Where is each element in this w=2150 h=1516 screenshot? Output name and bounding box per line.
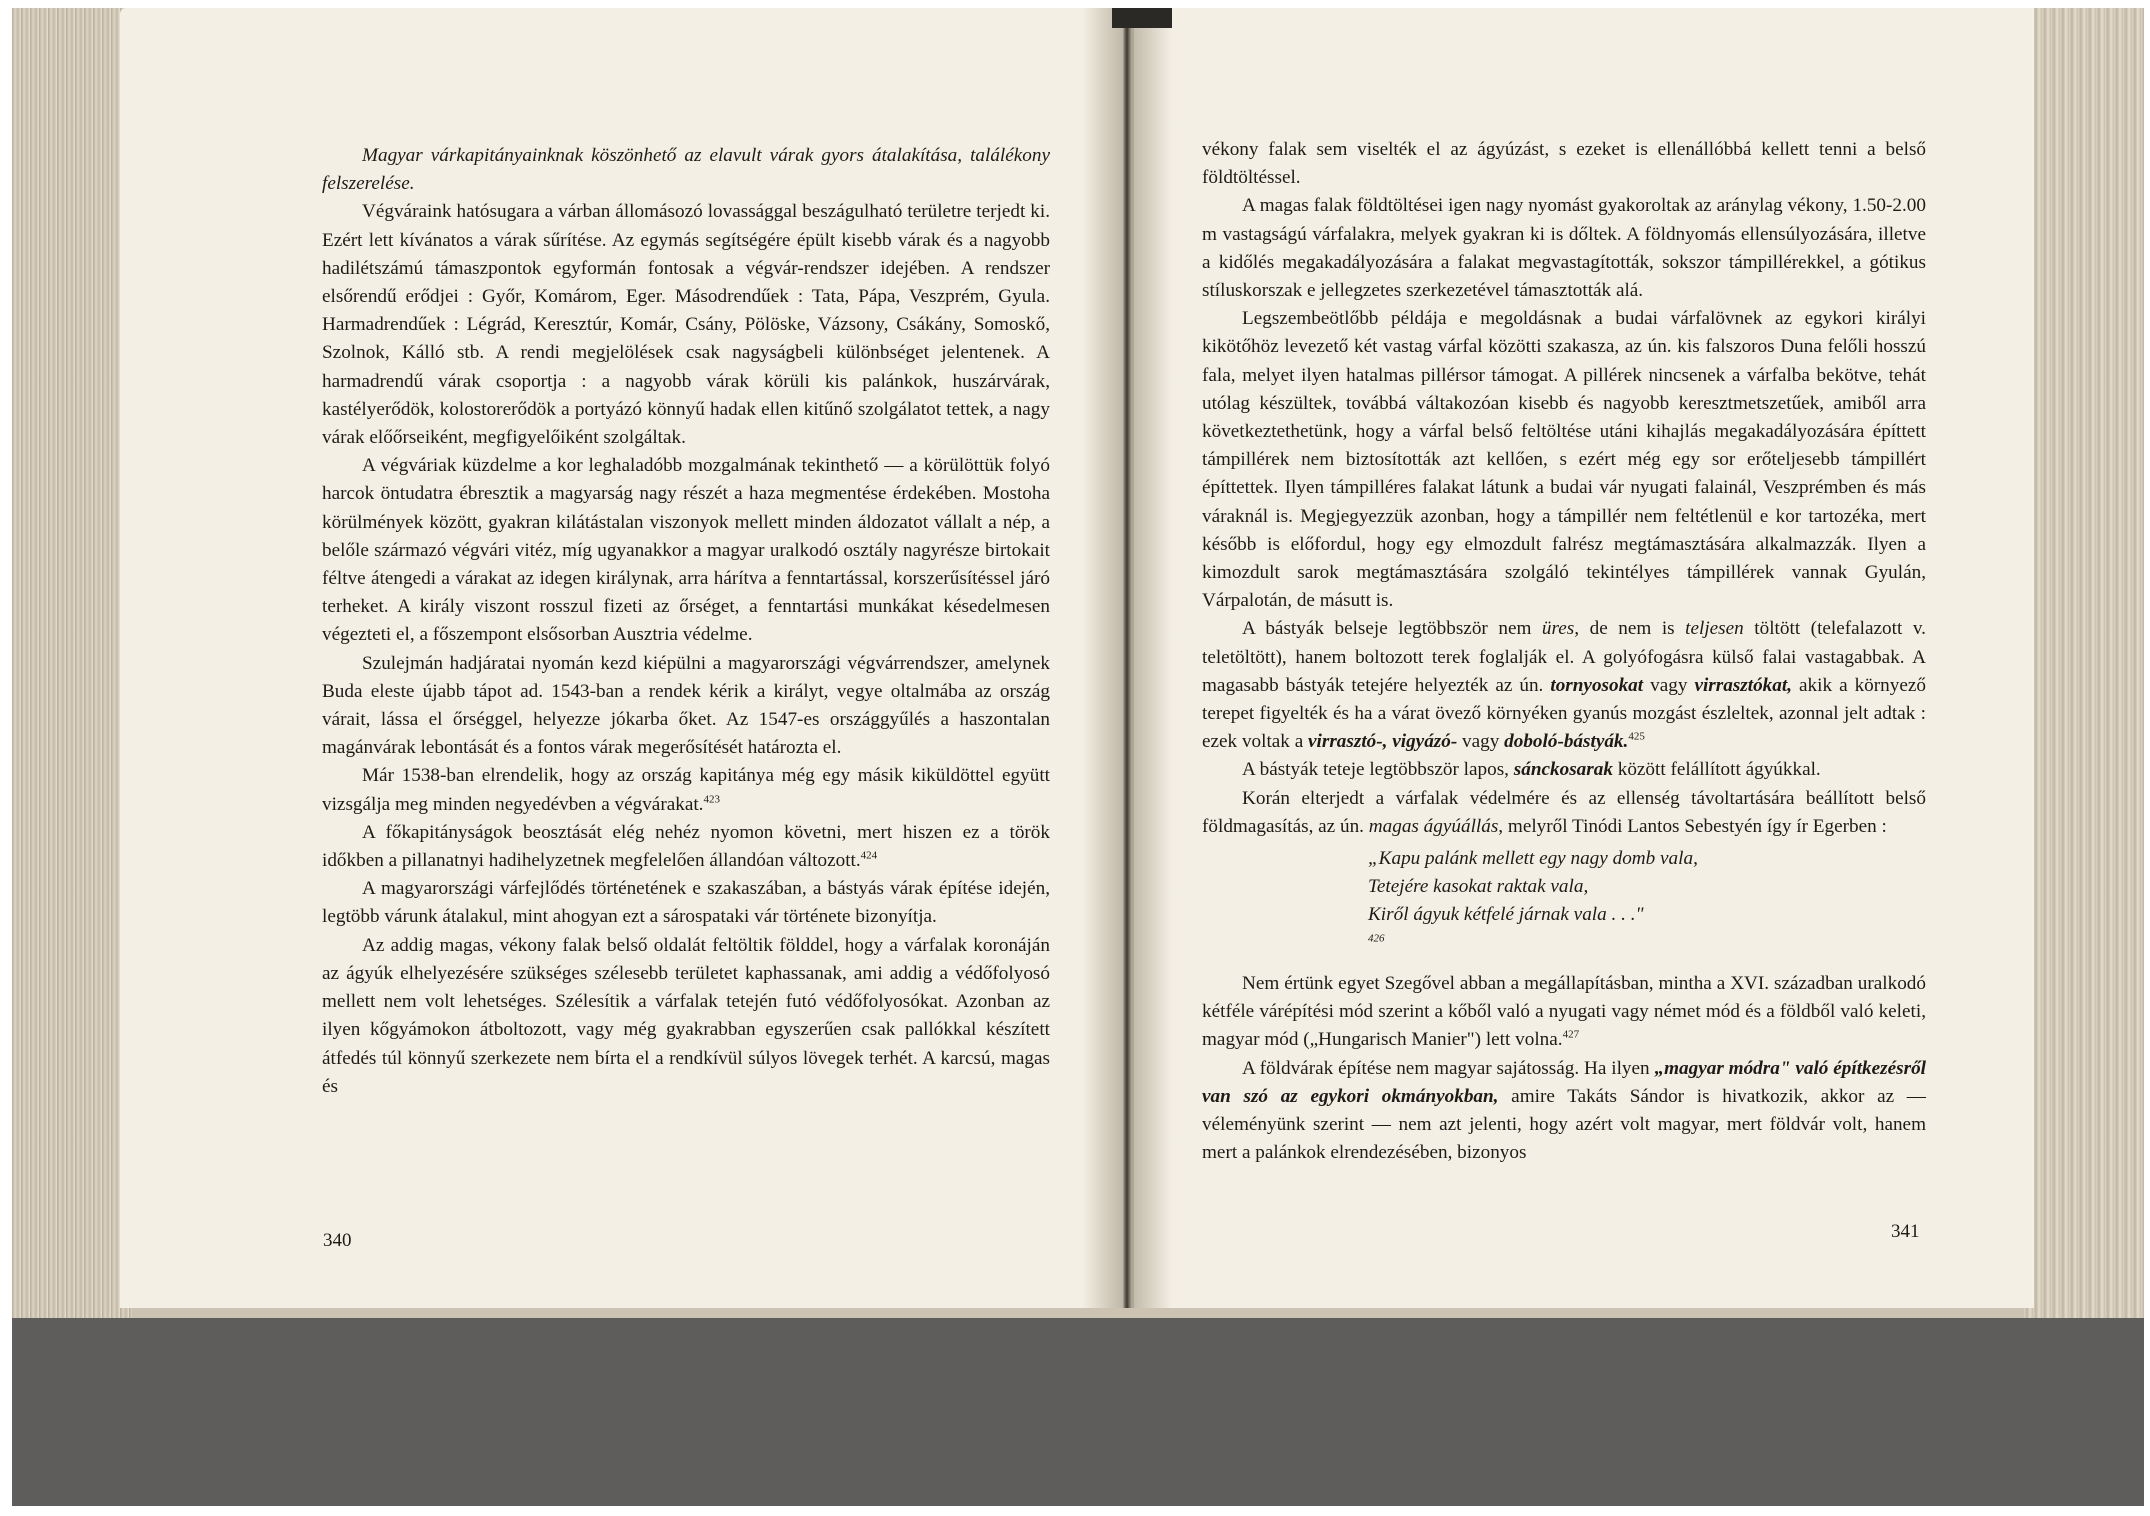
italic-run: tornyosokat <box>1550 674 1644 696</box>
paragraph: A magas falak földtöltései igen nagy nyomást gyakoroltak az aránylag vékony, 1.50-2.00 m vastagságú várfalakra, melyek gyakran ki is dőltek. A földnyomás ellensúlyozására, illetve a kidőlés megakadályozására a falakat megvastagították, sokszor támpillérekkel, a gótikus stíluskorszak e jellegzetes szerkezetével támasztották alá. <box>1202 195 1926 302</box>
book-gutter <box>1082 8 1172 1308</box>
italic-run: sánckosarak <box>1513 759 1613 781</box>
paragraph <box>1202 756 1926 784</box>
italic-run: virrasztó-, vigyázó- <box>1308 731 1458 753</box>
italic-run: doboló-bástyák. <box>1504 731 1629 753</box>
verse-quote <box>1368 845 1926 958</box>
paragraph: A végváriak küzdelme a kor leghaladóbb mozgalmának tekinthető — a körülöttük folyó harcok öntudatra ébresztik a magyarság nagy részét a haza megmentése érdekében. Mostoha körülmények között, gyakran kilátástalan viszonyok mellett minden áldozatot vállalt a nép, a belőle származó végvári vitéz, míg ugyanakkor a magyar uralkodó osztály nagyrésze birtokait féltve átengedi a várakat az idegen királynak, arra hárítva a fenntartással, korszerűsítéssel járó terheket. A király viszont rosszul fizeti az őrséget, a fenntartási munkákat késedelmesen végezteti el, a főszempont elsősorban Ausztria védelme. <box>322 455 1050 646</box>
page-number-left: 340 <box>323 1230 352 1251</box>
text-run: töltött (telefalazott v. teletöltött), hanem boltozott terek foglalják el. A golyófogásra külső falai vastagabbak. A magasabb bástyák tetejére helyezték az ún. <box>1202 618 1926 696</box>
paragraph: A magyarországi várfejlődés történetének e szakaszában, a bástyás várak építése idején, legtöbb várunk átalakul, mint ahogyan ezt a sárospataki vár története bizonyítja. <box>322 878 1050 928</box>
italic-run: magas ágyúállás, <box>1368 815 1504 837</box>
text-run: A földvárak építése nem magyar sajátosság. Ha ilyen <box>1242 1057 1655 1079</box>
footnote-ref: 425 <box>1628 730 1645 743</box>
verse-line: „Kapu palánk mellett egy nagy domb vala, <box>1368 848 1698 870</box>
lead-paragraph: Magyar várkapitányainknak köszönhető az elavult várak gyors átalakítása, találékony felszerelése. <box>322 145 1050 195</box>
scan-background <box>12 8 2144 1506</box>
open-book <box>12 8 2144 1318</box>
text-run: akik a környező terepet figyelték és ha a várat övező környéken gyanús mozgást észleltek, azonnal jelt adtak : ezek voltak a <box>1202 674 1926 753</box>
paragraph: vékony falak sem viselték el az ágyúzást, s ezeket is ellenállóbbá kellett tenni a belső földtöltéssel. <box>1202 139 1926 189</box>
text-run: Nem értünk egyet Szegővel abban a megállapításban, mintha a XVI. században uralkodó kétféle várépítési mód szerint a kőből való a nyugati vagy német mód és a földből való keleti, magyar mód („Hungarisch Manier") lett volna. <box>1202 972 1926 1051</box>
right-page-edges <box>2024 8 2144 1318</box>
text-run: között felállított ágyúkkal. <box>1612 759 1821 781</box>
italic-run: üres, <box>1541 618 1580 640</box>
footnote-ref: 426 <box>1368 932 1385 945</box>
verse-text: Kiről ágyuk kétfelé járnak vala . . ." <box>1368 904 1644 926</box>
paragraph <box>1202 970 1926 1055</box>
text-run: A bástyák teteje legtöbbször lapos, <box>1242 759 1514 781</box>
verse-line: Tetejére kasokat raktak vala, <box>1368 876 1589 898</box>
paragraph <box>322 819 1050 875</box>
paragraph <box>1202 615 1926 756</box>
text-run: A bástyák belseje legtöbbször nem <box>1242 618 1542 640</box>
text-run: de nem is <box>1579 618 1686 640</box>
right-page-text <box>1202 136 1926 1167</box>
binding-shadow <box>1112 8 1172 28</box>
footnote-ref: 423 <box>703 793 720 806</box>
footnote-ref: 427 <box>1562 1028 1580 1041</box>
paragraph: Szulejmán hadjáratai nyomán kezd kiépülni a magyarországi végvárrendszer, amelynek Buda eleste újabb tápot ad. 1543-ban a rendek kérik a királyt, vegye oltalmába az ország várait, lássa el őrséggel, helyezze jókarba őket. Az 1547-es országgyűlés a haszontalan magánvárak lebontását és a fontos várak megerősítését határozta el. <box>322 652 1050 759</box>
text-run: vagy <box>1643 674 1695 696</box>
paragraph: Az addig magas, vékony falak belső oldalát feltöltik földdel, hogy a várfalak koronáján az ágyúk elhelyezésére szükséges szélesebb területet kaphassanak, ami addig a védőfolyosó mellett nem volt lehetséges. Szélesítik a várfalak tetején futó védőfolyosókat. Azonban az ilyen kőgyámokon átboltozott, vagy még gyakrabban egyszerűen csak pallókkal készített átfedés túl könnyű szerkezete nem bírta el a rendkívül súlyos lövegek terhét. A karcsú, magas és <box>322 934 1050 1097</box>
left-page-edges <box>12 8 132 1318</box>
italic-run: virrasztókat, <box>1694 674 1793 696</box>
paragraph <box>1202 1055 1926 1168</box>
left-page-text <box>322 142 1050 1101</box>
paragraph-text: Már 1538-ban elrendelik, hogy az ország kapitánya még egy másik kiküldöttel együtt vizsgálja meg minden negyedévben a végvárakat. <box>322 765 1050 815</box>
paragraph-text: A főkapitányságok beosztását elég nehéz nyomon követni, mert hiszen ez a török időkben a pillanatnyi hadihelyzetnek megfelelően állandóan változott. <box>322 821 1050 872</box>
verse-line <box>1368 901 1926 957</box>
paragraph <box>1202 785 1926 841</box>
italic-run: teljesen <box>1685 618 1744 640</box>
text-run: amire Takáts Sándor is hivatkozik, akkor az — véleményünk szerint — nem azt jelenti, hogy azért volt magyar, mert földvár volt, hanem mert a palánkok elrendezésében, bizonyos <box>1202 1085 1926 1164</box>
text-run: vagy <box>1457 731 1505 753</box>
paragraph: Végváraink hatósugara a várban állomásozó lovassággal beszágulható területre terjedt ki. Ezért lett kívánatos a várak sűrítése. Az egymás segítségére épült kisebb várak és a nagyobb hadilétszámú támaszpontok egyformán fontosak a végvár-rendszer idejében. A rendszer elsőrendű erődjei : Győr, Komárom, Eger. Másodrendűek : Tata, Pápa, Veszprém, Gyula. Harmadrendűek : Légrád, Keresztúr, Komár, Csány, Pölöske, Vázsony, Csákány, Somoskő, Szolnok, Kálló stb. A rendi megjelölések csak nagyságbeli különbséget jelentenek. A harmadrendű várak csoportja : a nagyobb várak körüli kis palánkok, huszárvárak, kastélyerődök, kolostorerődök a portyázó könnyű hadak ellen kitűnő szolgálatot tettek, a nagy várak előőrseiként, megfigyelőiként szolgáltak. <box>322 201 1050 449</box>
paragraph <box>322 762 1050 818</box>
paragraph: Legszembeötlőbb példája e megoldásnak a budai várfalövnek az egykori királyi kikötőhöz levezető két vastag várfal közötti szakasza, az ún. kis falszoros Duna felőli hosszú fala, melyet ilyen hatalmas pillérsor támogat. A pillérek nincsenek a várfalba bekötve, tehát utólag készültek, továbbá váltakozóan kisebb és nagyobb keresztmetszetűek, amiből arra következtethetünk, hogy a várfal belső feltöltése utáni kihajlás megakadályozására építtett támpillérek nem biztosították azt kellően, s ezért még egy sor erőteljesebb támpillért építtettek. Ilyen támpilléres falakat látunk a budai vár nyugati falainál, Veszprémben és más váraknál is. Megjegyezzük azonban, hogy a támpillér nem feltétlenül e kor tartozéka, mert később is előfordul, hogy egy elmozdult falrész megtámasztására alkalmazzák. Ilyen a kimozdult sarok megtámasztására szolgáló tekintélyes támpillérek vannak Gyulán, Várpalotán, de másutt is. <box>1202 308 1926 612</box>
text-run: melyről Tinódi Lantos Sebestyén így ír Egerben : <box>1503 815 1887 837</box>
page-number-right: 341 <box>1891 1221 1920 1242</box>
footnote-ref: 424 <box>860 849 878 862</box>
italic-run: „magyar módra" való építkezésről van szó az egykori okmányokban, <box>1202 1057 1926 1107</box>
text-run: Korán elterjedt a várfalak védelmére és az ellenség távoltartására beállított belső földmagasítás, az ún. <box>1202 787 1926 837</box>
